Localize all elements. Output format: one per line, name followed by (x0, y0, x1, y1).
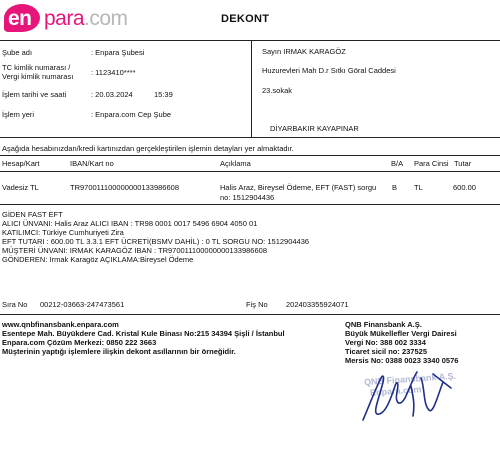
date-value: : 20.03.2024 (91, 90, 133, 99)
branch-value: : Enpara Şubesi (91, 48, 145, 57)
recipient-address-line1: Huzurevleri Mah D.r Sıtkı Göral Caddesi (262, 66, 396, 75)
detail-line2: ALICI ÜNVANI: Halis Araz ALICI IBAN : TR98 0001 0017 5496 6904 4050 01 (2, 219, 258, 228)
enpara-logo (4, 4, 128, 34)
sira-value: 00212-03663-247473561 (40, 300, 125, 309)
intro-text: Aşağıda hesabınızdan/kredi kartınızdan gerçekleştirilen işlemin detayları yer almaktadır. (2, 144, 294, 153)
detail-line1: GİDEN FAST EFT (2, 210, 63, 219)
time-value: 15:39 (154, 90, 173, 99)
logo-para-text (44, 7, 128, 31)
col-header-description: Açıklama (220, 159, 251, 168)
footer-company-name: QNB Finansbank A.Ş. (345, 320, 422, 329)
table-bottom-divider (0, 204, 500, 205)
info-bottom-divider (0, 137, 500, 138)
footer-support: Enpara.com Çözüm Merkezi: 0850 222 3663 (2, 338, 157, 347)
row-ba: B (392, 183, 398, 192)
detail-line5: MÜŞTERİ ÜNVANI: IRMAK KARAGÖZ IBAN : TR970011100000000133986608 (2, 246, 267, 255)
footer-tax-office: Büyük Mükellefler Vergi Dairesi (345, 329, 457, 338)
row-iban: TR970011100000000133986608 (70, 183, 179, 192)
footer-tax-no: Vergi No: 388 002 3334 (345, 338, 426, 347)
detail-line6: GÖNDEREN: Irmak Karagöz AÇIKLAMA:Bireysel Ödeme (2, 255, 194, 264)
document-title: DEKONT (221, 13, 270, 25)
col-header-amount: Tutar (454, 159, 472, 168)
table-top-divider (0, 155, 500, 156)
detail-line4: EFT TUTARI : 600.00 TL 3.3.1 EFT ÜCRETİ(BSMV DAHİL) : 0 TL SORGU NO: 1512904436 (2, 237, 310, 246)
date-label: İşlem tarihi ve saati (2, 90, 67, 99)
top-divider (0, 40, 500, 41)
branch-label: Şube adı (2, 48, 33, 57)
tc-label-line2: Vergi kimlik numarası (2, 72, 74, 81)
recipient-box-left-border (251, 40, 252, 137)
fis-value: 202403355924071 (286, 300, 349, 309)
tc-label-line1: TC kimlik numarası / (2, 63, 71, 72)
recipient-city: DİYARBAKIR KAYAPINAR (270, 124, 359, 133)
stamp-line1: QNB Finansbank A.Ş. (363, 370, 457, 388)
recipient-name: Sayın IRMAK KARAGÖZ (262, 47, 346, 56)
footer-note: Müşterinin yaptığı işlemlere ilişkin dekont asıllarının bir örneğidir. (2, 347, 236, 356)
place-value: : Enpara.com Cep Şube (91, 110, 172, 119)
row-currency: TL (414, 183, 423, 192)
row-account: Vadesiz TL (2, 183, 39, 192)
logo-para-word: para (44, 7, 85, 30)
signature-graphic (355, 368, 455, 423)
row-description-line2: no: 1512904436 (220, 193, 275, 202)
recipient-address-line2: 23.sokak (262, 86, 293, 95)
footer-website: www.qnbfinansbank.enpara.com (2, 320, 119, 329)
footer-mersis-no: Mersis No: 0388 0023 3340 0576 (345, 356, 459, 365)
tc-value: : 1123410**** (91, 68, 136, 77)
col-header-currency: Para Cinsi (414, 159, 449, 168)
col-header-ba: B/A (391, 159, 404, 168)
footer-top-divider (0, 314, 500, 315)
stamp-line2: Enpara.com (369, 384, 422, 398)
footer-address: Esentepe Mah. Büyükdere Cad. Kristal Kule Binası No:215 34394 Şişli / İstanbul (2, 329, 285, 338)
row-description-line1: Halis Araz, Bireysel Ödeme, EFT (FAST) sorgu (220, 183, 377, 192)
col-header-iban: IBAN/Kart no (70, 159, 114, 168)
logo-en-text: en (8, 7, 32, 30)
fis-label: Fiş No (246, 300, 268, 309)
detail-line3: KATILIMCI: Türkiye Cumhuriyeti Zira (2, 228, 124, 237)
place-label: İşlem yeri (2, 110, 35, 119)
sira-label: Sıra No (2, 300, 28, 309)
col-header-account: Hesap/Kart (2, 159, 40, 168)
table-header-divider (0, 171, 500, 172)
signature-stroke (363, 372, 451, 420)
footer-trade-registry: Ticaret sicil no: 237525 (345, 347, 427, 356)
logo-com-word: .com (84, 7, 128, 30)
row-amount: 600.00 (453, 183, 476, 192)
